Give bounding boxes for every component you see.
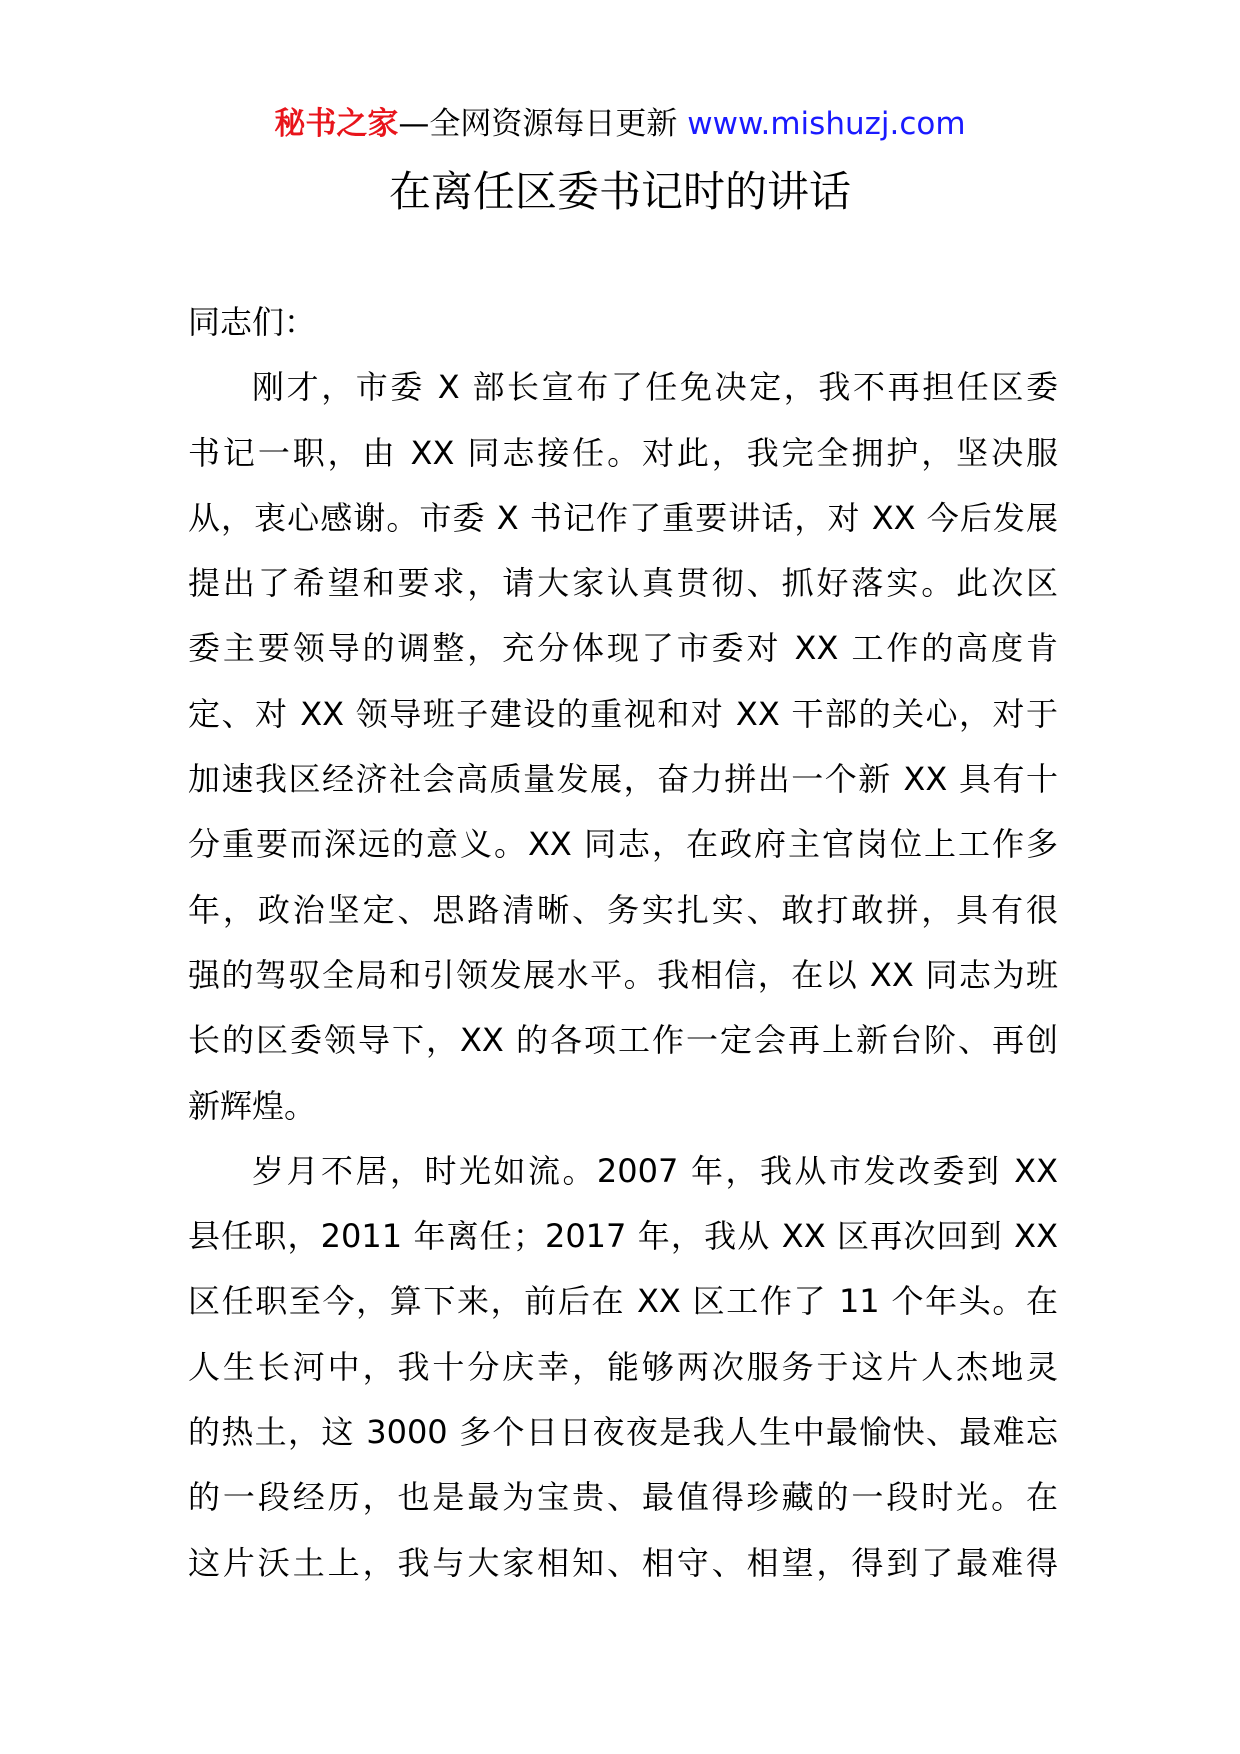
paragraph-line: 区任职至今，算下来，前后在 XX 区工作了 11 个年头。在 xyxy=(188,1282,1058,1321)
paragraph-line: 定、对 XX 领导班子建设的重视和对 XX 干部的关心，对于 xyxy=(188,694,1058,733)
paragraph-line: 加速我区经济社会高质量发展，奋力拼出一个新 XX 具有十 xyxy=(188,760,1058,799)
paragraph-line: 刚才，市委 X 部长宣布了任免决定，我不再担任区委 xyxy=(252,368,1058,407)
document-title: 在离任区委书记时的讲话 xyxy=(388,167,851,216)
paragraph-line: 书记一职，由 XX 同志接任。对此，我完全拥护，坚决服 xyxy=(188,433,1058,472)
paragraph-line: 人生长河中，我十分庆幸，能够两次服务于这片人杰地灵 xyxy=(188,1347,1058,1386)
paragraph-line: 新辉煌。 xyxy=(188,1086,317,1125)
paragraph-line: 的热土，这 3000 多个日日夜夜是我人生中最愉快、最难忘 xyxy=(188,1413,1058,1452)
paragraph-line: 年，政治坚定、思路清晰、务实扎实、敢打敢拼，具有很 xyxy=(188,890,1058,929)
paragraph-line: 的一段经历，也是最为宝贵、最值得珍藏的一段时光。在 xyxy=(188,1478,1058,1517)
site-name: 秘书之家 xyxy=(274,106,399,142)
paragraph-line: 岁月不居，时光如流。2007 年，我从市发改委到 XX xyxy=(252,1151,1058,1190)
paragraph-line: 提出了希望和要求，请大家认真贯彻、抓好落实。此次区 xyxy=(188,564,1058,603)
site-url-link[interactable]: www.mishuzj.com xyxy=(687,106,966,142)
paragraph-line: 长的区委领导下，XX 的各项工作一定会再上新台阶、再创 xyxy=(188,1021,1058,1060)
paragraph-line: 委主要领导的调整，充分体现了市委对 XX 工作的高度肯 xyxy=(188,629,1058,668)
greeting: 同志们： xyxy=(188,303,317,341)
site-header xyxy=(0,100,1240,148)
paragraph-line: 分重要而深远的意义。XX 同志，在政府主官岗位上工作多 xyxy=(188,825,1058,864)
paragraph-1 xyxy=(188,355,1058,1139)
site-tagline: —全网资源每日更新 xyxy=(398,106,678,142)
paragraph-line: 这片沃土上，我与大家相知、相守、相望，得到了最难得 xyxy=(188,1543,1058,1582)
paragraph-line: 从，衷心感谢。市委 X 书记作了重要讲话，对 XX 今后发展 xyxy=(188,498,1058,537)
paragraph-line: 强的驾驭全局和引领发展水平。我相信，在以 XX 同志为班 xyxy=(188,955,1058,994)
document-body xyxy=(188,290,1058,1596)
paragraph-2 xyxy=(188,1139,1058,1596)
paragraph-line: 县任职，2011 年离任；2017 年，我从 XX 区再次回到 XX xyxy=(188,1217,1058,1256)
